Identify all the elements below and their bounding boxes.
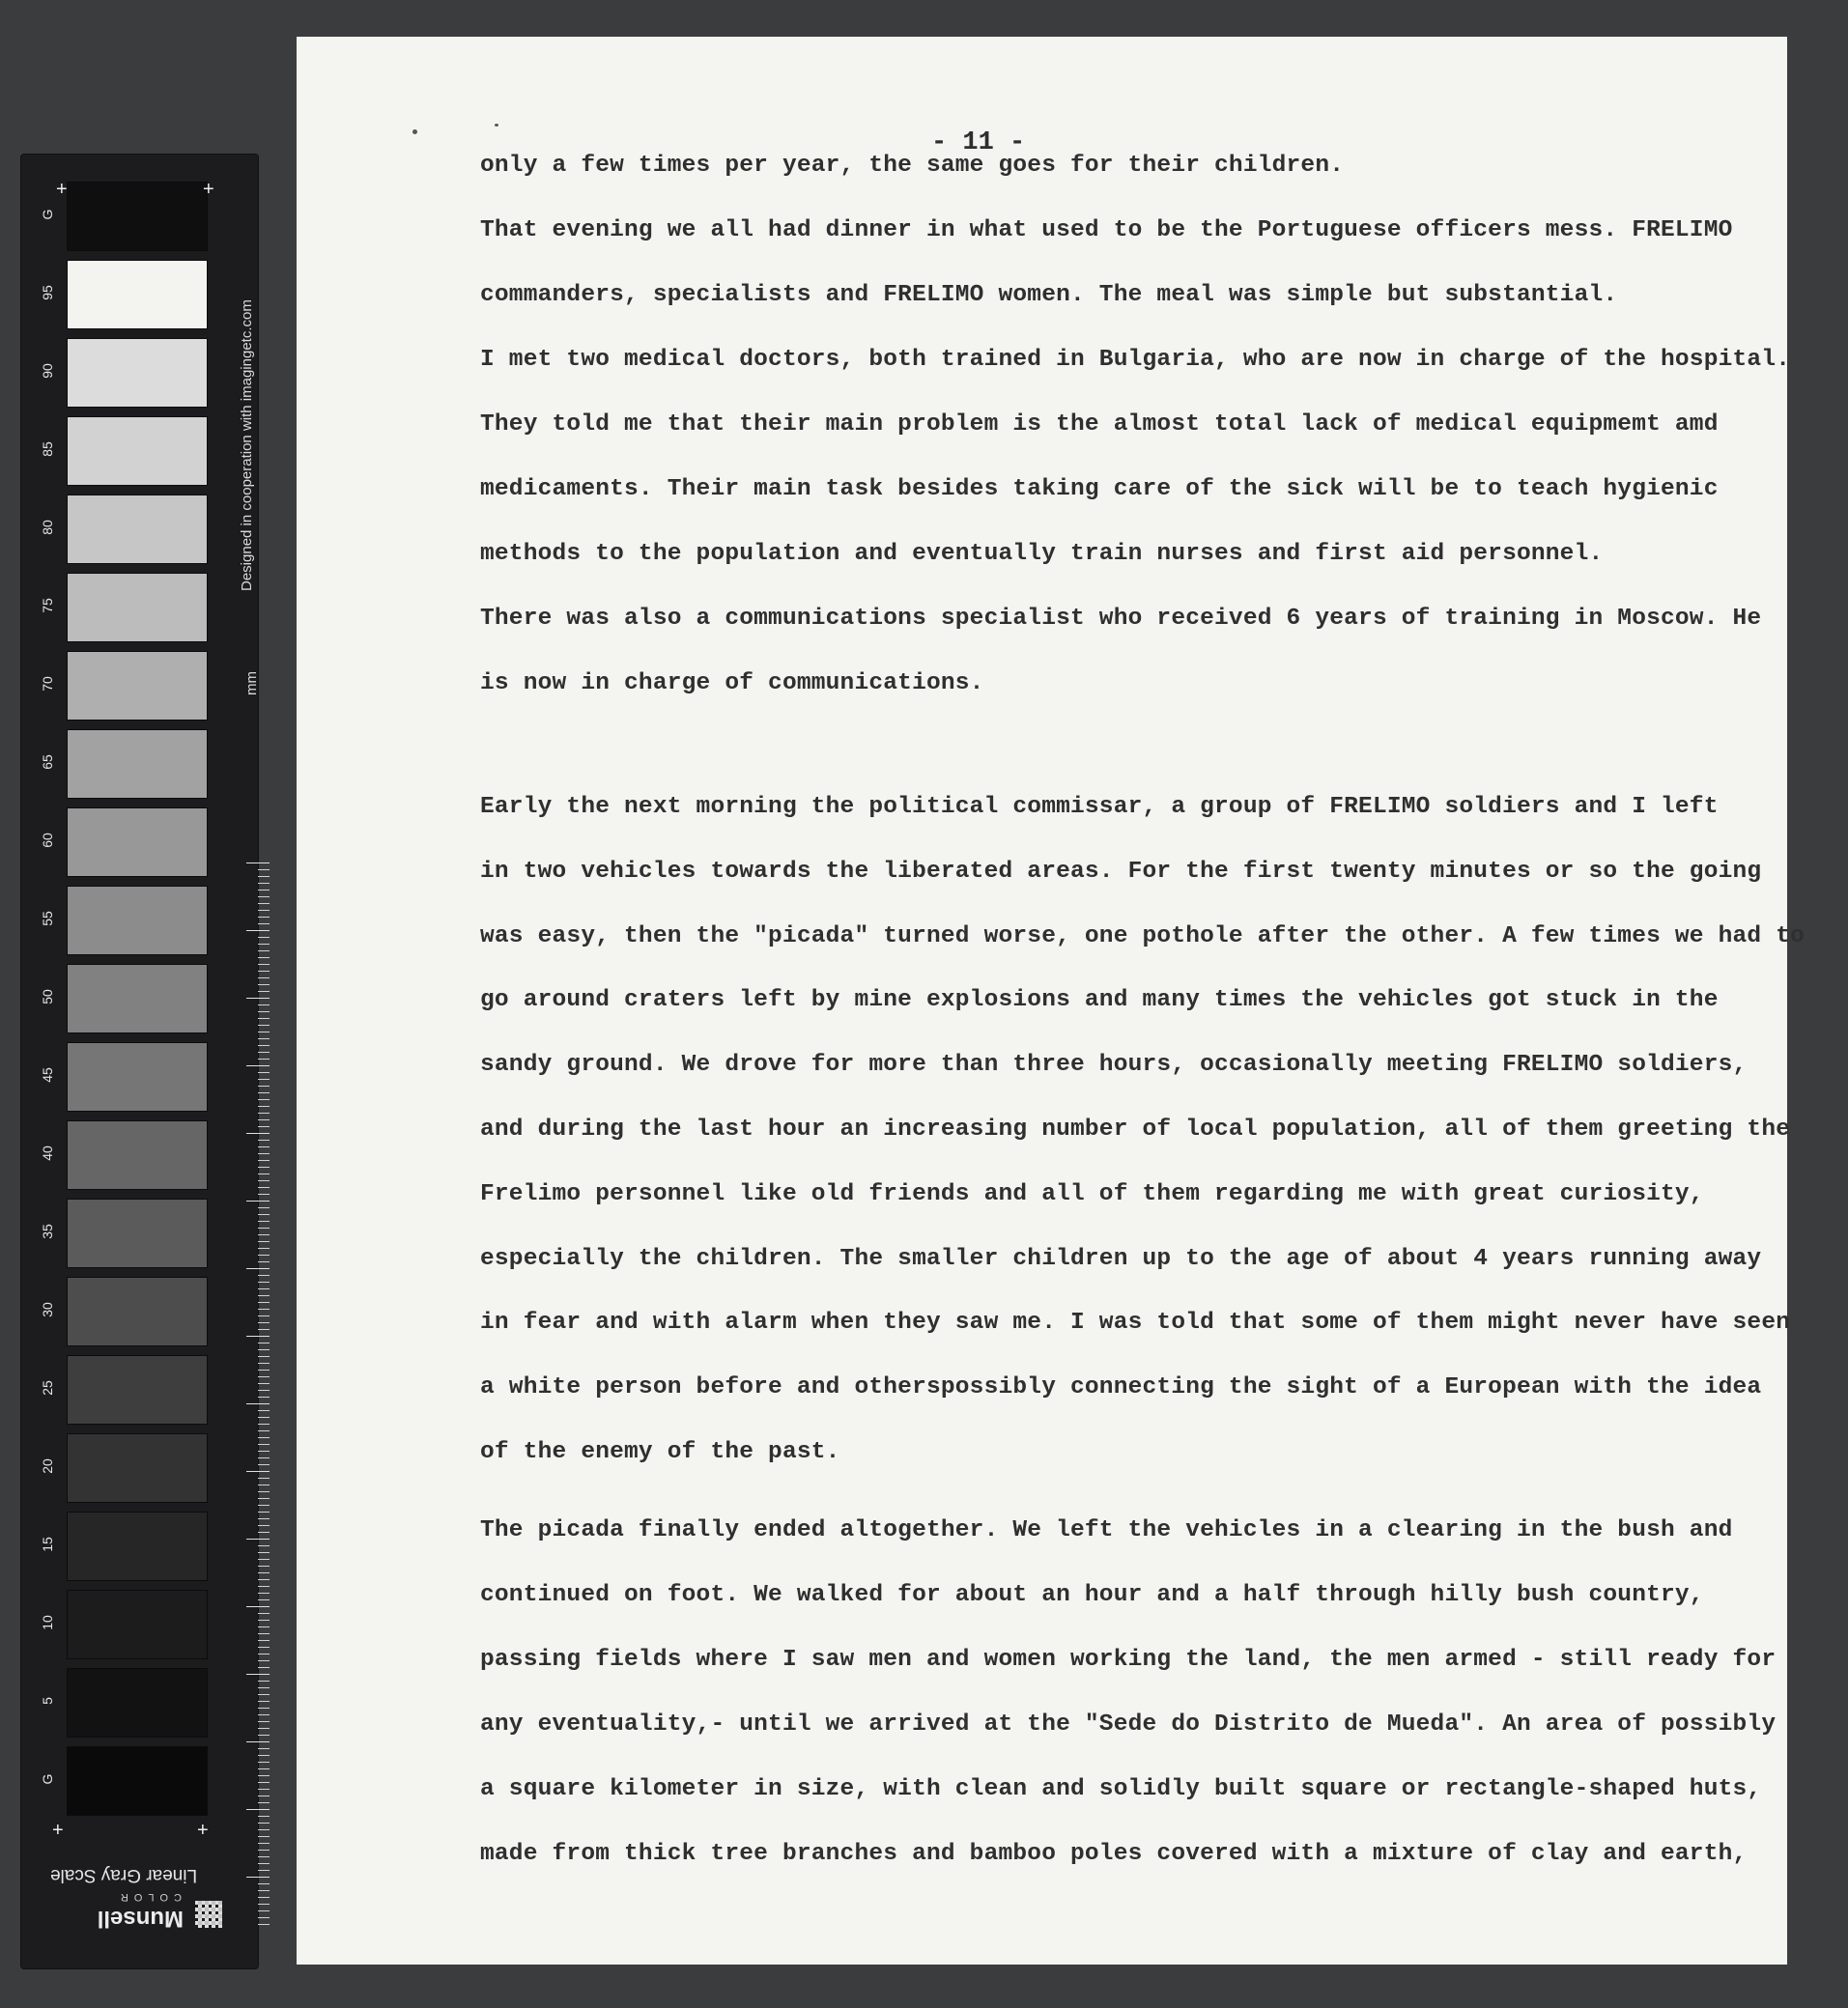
gray-patch bbox=[67, 1433, 208, 1503]
text-line: in two vehicles towards the liberated areas. For the first twenty minutes or so the going bbox=[480, 858, 1762, 885]
typed-page bbox=[297, 37, 1805, 1965]
text-line: in fear and with alarm when they saw me. I was told that some of them might never have seen bbox=[480, 1310, 1791, 1337]
text-line: They told me that their main problem is the almost total lack of medical equipmemt amd bbox=[480, 411, 1719, 438]
text-line: of the enemy of the past. bbox=[480, 1439, 840, 1465]
text-line: continued on foot. We walked for about an hour and a half through hilly bush country, bbox=[480, 1582, 1704, 1608]
gray-scale-card bbox=[21, 155, 258, 1968]
gray-patch bbox=[67, 182, 208, 251]
text-line: especially the children. The smaller children up to the age of about 4 years running away bbox=[480, 1245, 1762, 1272]
text-line: is now in charge of communications. bbox=[480, 670, 984, 696]
munsell-grid-icon bbox=[195, 1901, 222, 1928]
text-line: any eventuality,- until we arrived at the "Sede do Distrito de Mueda". An area of possibly bbox=[480, 1711, 1777, 1738]
gray-patch bbox=[67, 1590, 208, 1659]
gray-patch-label: 30 bbox=[40, 1302, 55, 1317]
text-line: The picada finally ended altogether. We left the vehicles in a clearing in the bush and bbox=[480, 1517, 1733, 1543]
gray-patch-label: 5 bbox=[40, 1697, 55, 1705]
text-line: go around craters left by mine explosions and many times the vehicles got stuck in the bbox=[480, 987, 1719, 1014]
gray-patch bbox=[67, 495, 208, 564]
text-line: passing fields where I saw men and women working the land, the men armed - still ready for bbox=[480, 1647, 1777, 1673]
gray-patch bbox=[67, 729, 208, 799]
gray-patch bbox=[67, 1355, 208, 1425]
gray-patch-label: 10 bbox=[40, 1615, 55, 1630]
gray-patch-label: 45 bbox=[40, 1067, 55, 1083]
munsell-logo bbox=[48, 1874, 222, 1932]
paper-speck bbox=[495, 124, 498, 127]
gray-patch bbox=[67, 964, 208, 1033]
gray-patch-label: 80 bbox=[40, 520, 55, 535]
gray-patch bbox=[67, 1668, 208, 1738]
text-line: sandy ground. We drove for more than three hours, occasionally meeting FRELIMO soldiers, bbox=[480, 1052, 1748, 1079]
gray-patch-label: 85 bbox=[40, 441, 55, 457]
crosshair-icon: + bbox=[52, 1820, 64, 1841]
text-line: Frelimo personnel like old friends and all of them regarding me with great curiosity, bbox=[480, 1180, 1704, 1207]
gray-patch-label: 40 bbox=[40, 1145, 55, 1161]
page-number: - 11 - bbox=[931, 128, 1026, 157]
gray-patch bbox=[67, 260, 208, 329]
gray-patch bbox=[67, 416, 208, 486]
text-line: made from thick tree branches and bamboo poles covered with a mixture of clay and earth, bbox=[480, 1841, 1748, 1867]
gray-patch-label: 35 bbox=[40, 1224, 55, 1239]
crosshair-icon: + bbox=[203, 179, 214, 200]
text-line: I met two medical doctors, both trained in Bulgaria, who are now in charge of the hospital. bbox=[480, 347, 1791, 373]
gray-patch bbox=[67, 1199, 208, 1268]
gray-patch bbox=[67, 807, 208, 877]
text-line: a square kilometer in size, with clean and solidly built square or rectangle-shaped huts, bbox=[480, 1776, 1762, 1802]
gray-patch-label: 60 bbox=[40, 833, 55, 848]
text-line: a white person before and otherspossibly connecting the sight of a European with the idea bbox=[480, 1374, 1762, 1401]
text-line: and during the last hour an increasing number of local population, all of them greeting the bbox=[480, 1117, 1791, 1143]
gray-patch-label: G bbox=[40, 1773, 55, 1785]
text-line: Early the next morning the political commissar, a group of FRELIMO soldiers and I left bbox=[480, 794, 1719, 820]
scale-title: Linear Gray Scale bbox=[50, 1865, 198, 1885]
gray-patch-label: 70 bbox=[40, 676, 55, 692]
gray-patch-label: G bbox=[40, 209, 55, 220]
gray-patch-label: 55 bbox=[40, 911, 55, 926]
gray-patch bbox=[67, 1277, 208, 1346]
crosshair-icon: + bbox=[56, 179, 68, 200]
brand-subtitle: COLOR bbox=[114, 1891, 182, 1903]
crosshair-icon: + bbox=[197, 1820, 209, 1841]
gray-patch bbox=[67, 1746, 208, 1816]
text-line: medicaments. Their main task besides taking care of the sick will be to teach hygienic bbox=[480, 476, 1719, 502]
gray-patch-label: 15 bbox=[40, 1537, 55, 1552]
gray-patch bbox=[67, 651, 208, 721]
gray-patch-label: 95 bbox=[40, 285, 55, 300]
credit-text: Designed in cooperation with imagingetc.com bbox=[239, 299, 255, 591]
mm-ruler-major-ticks bbox=[246, 863, 270, 1925]
gray-patch bbox=[67, 1512, 208, 1581]
gray-patch-label: 50 bbox=[40, 989, 55, 1004]
gray-patch-label: 75 bbox=[40, 598, 55, 613]
brand-name: Munsell bbox=[97, 1906, 184, 1932]
gray-patch bbox=[67, 1120, 208, 1190]
gray-patch-label: 65 bbox=[40, 754, 55, 770]
unit-label: mm bbox=[243, 671, 260, 695]
gray-patch bbox=[67, 338, 208, 408]
gray-patch bbox=[67, 573, 208, 642]
text-line: was easy, then the "picada" turned worse, one pothole after the other. A few times we had to bbox=[480, 922, 1805, 949]
text-line: That evening we all had dinner in what used to be the Portuguese officers mess. FRELIMO bbox=[480, 217, 1733, 243]
text-line: There was also a communications specialist who received 6 years of training in Moscow. He bbox=[480, 606, 1762, 632]
gray-patch-label: 90 bbox=[40, 363, 55, 379]
text-line: only a few times per year, the same goes for their children. bbox=[480, 153, 1345, 179]
gray-patch-label: 20 bbox=[40, 1458, 55, 1474]
gray-patch-label: 25 bbox=[40, 1380, 55, 1396]
gray-patch bbox=[67, 1042, 208, 1112]
paper-speck bbox=[412, 129, 417, 134]
text-line: methods to the population and eventually train nurses and first aid personnel. bbox=[480, 541, 1604, 567]
gray-patch bbox=[67, 886, 208, 955]
text-line: commanders, specialists and FRELIMO women. The meal was simple but substantial. bbox=[480, 282, 1618, 308]
